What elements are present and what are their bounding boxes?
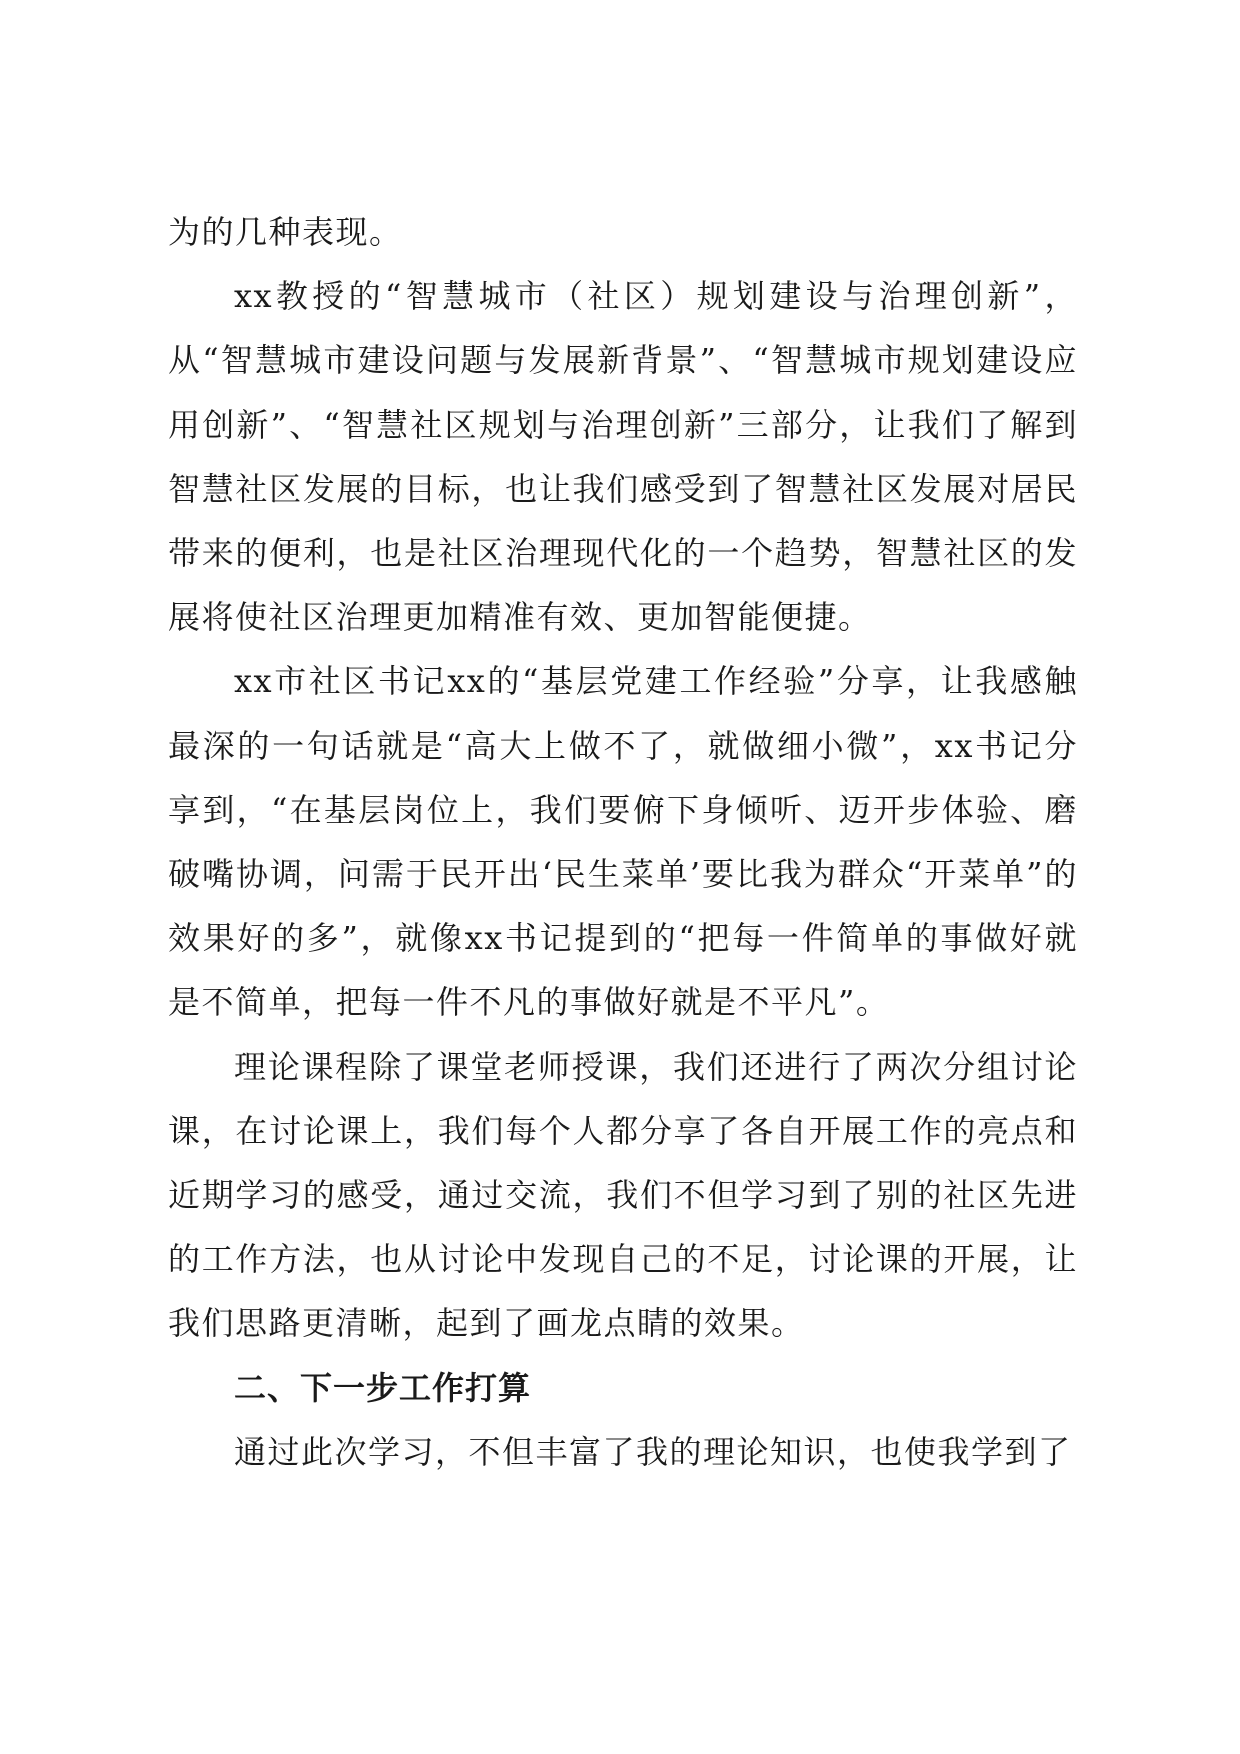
document-body bbox=[168, 200, 1078, 1484]
paragraph-discussion: 理论课程除了课堂老师授课，我们还进行了两次分组讨论课，在讨论课上，我们每个人都分享了各自开展工作的亮点和近期学习的感受，通过交流，我们不但学习到了别的社区先进的工作方法，也从讨论中发现自己的不足，讨论课的开展，让我们思路更清晰，起到了画龙点睛的效果。 bbox=[168, 1047, 1078, 1343]
paragraph-smart-city: xx教授的“智慧城市（社区）规划建设与治理创新”，从“智慧城市建设问题与发展新背景”、“智慧城市规划建设应用创新”、“智慧社区规划与治理创新”三部分，让我们了解到智慧社区发展的目标，也让我们感受到了智慧社区发展对居民带来的便利，也是社区治理现代化的一个趋势，智慧社区的发展将使社区治理更加精准有效、更加智能便捷。 bbox=[168, 277, 1078, 637]
paragraph-next-steps: 通过此次学习，不但丰富了我的理论知识，也使我学到了 bbox=[234, 1432, 1072, 1471]
paragraph-continuation: 为的几种表现。 bbox=[168, 213, 403, 251]
paragraph-party-building: xx市社区书记xx的“基层党建工作经验”分享，让我感触最深的一句话就是“高大上做不了，就做细小微”，xx书记分享到，“在基层岗位上，我们要俯下身倾听、迈开步体验、磨破嘴协调，问需于民开出‘民生菜单’要比我为群众“开菜单”的效果好的多”，就像xx书记提到的“把每一件简单的事做好就是不简单，把每一件不凡的事做好就是不平凡”。 bbox=[168, 662, 1078, 1022]
section-heading: 二、下一步工作打算 bbox=[234, 1368, 532, 1407]
